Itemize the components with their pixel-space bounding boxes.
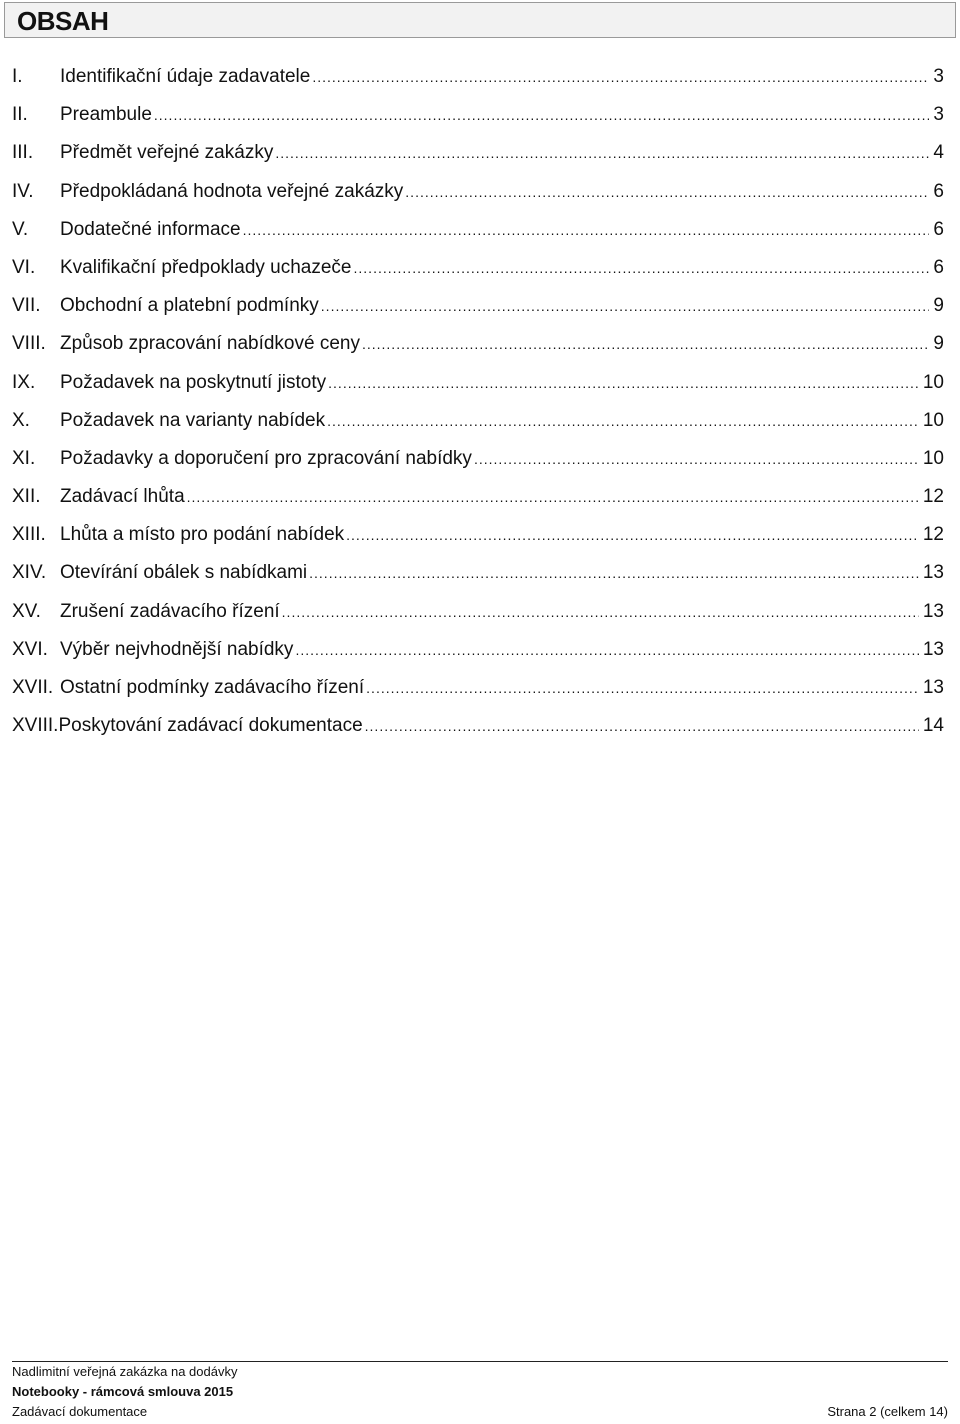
dot-leader — [328, 364, 919, 402]
toc-entry[interactable] — [12, 440, 944, 478]
dot-leader — [309, 554, 919, 592]
dot-leader — [474, 440, 919, 478]
toc-entry-page: 14 — [922, 715, 944, 737]
toc-entry-number: VI. — [12, 256, 36, 278]
toc-entry[interactable] — [12, 554, 944, 592]
toc-entry-page: 6 — [933, 256, 944, 278]
dot-leader — [312, 58, 929, 96]
toc-entry-page: 13 — [922, 562, 944, 584]
toc-entry-number: XII. — [12, 486, 41, 508]
toc-entry-number: XVII. — [12, 677, 54, 698]
toc-entry-label: Požadavky a doporučení pro zpracování nabídky — [60, 447, 472, 469]
table-of-contents — [12, 58, 944, 745]
toc-entry-number: XIV. — [12, 562, 47, 584]
dot-leader — [187, 478, 919, 516]
toc-entry[interactable] — [12, 287, 944, 325]
toc-entry-label: Výběr nejvhodnější nabídky — [60, 638, 294, 660]
toc-entry[interactable] — [12, 325, 944, 363]
dot-leader — [365, 707, 919, 745]
footer-contract-name: Notebooky - rámcová smlouva 2015 — [12, 1384, 234, 1399]
toc-entry-label: Obchodní a platební podmínky — [60, 295, 319, 317]
toc-entry-page: 13 — [922, 600, 944, 622]
toc-entry[interactable] — [12, 173, 944, 211]
toc-entry-label: Zadávací lhůta — [60, 486, 185, 508]
toc-entry-page: 10 — [922, 371, 944, 393]
toc-entry-label: Poskytování zadávací dokumentace — [58, 715, 363, 737]
toc-entry-number: XIII. — [12, 524, 46, 546]
toc-entry[interactable] — [12, 631, 944, 669]
dot-leader — [243, 211, 930, 249]
dot-leader — [366, 669, 919, 707]
footer-page-number: Strana 2 (celkem 14) — [827, 1404, 948, 1419]
toc-entry-number: X. — [12, 409, 30, 431]
toc-entry-number: IX. — [12, 371, 36, 393]
dot-leader — [275, 134, 929, 172]
toc-entry[interactable] — [12, 478, 944, 516]
page-footer — [12, 1361, 948, 1422]
footer-document-type: Zadávací dokumentace — [12, 1404, 148, 1419]
footer-bottom-row — [12, 1402, 948, 1422]
toc-entry-number: XV. — [12, 600, 41, 622]
toc-entry-label: Způsob zpracování nabídkové ceny — [60, 333, 360, 355]
toc-entry-label: Požadavek na varianty nabídek — [60, 409, 326, 431]
toc-entry-page: 13 — [922, 677, 944, 698]
toc-entry-label: Preambule — [60, 104, 152, 126]
dot-leader — [154, 96, 930, 134]
dot-leader — [321, 287, 930, 325]
toc-entry-page: 13 — [922, 638, 944, 660]
dot-leader — [327, 402, 919, 440]
toc-entry-page: 9 — [933, 333, 944, 355]
toc-entry[interactable] — [12, 96, 944, 134]
toc-entry[interactable] — [12, 516, 944, 554]
toc-entry[interactable] — [12, 134, 944, 172]
toc-entry-page: 3 — [933, 66, 944, 87]
toc-entry-label: Otevírání obálek s nabídkami — [60, 562, 308, 584]
dot-leader — [282, 593, 919, 631]
toc-entry-number: III. — [12, 142, 34, 164]
page-title: OBSAH — [17, 6, 109, 36]
toc-entry-number: XVI. — [12, 638, 48, 660]
toc-entry-number: XVIII. — [12, 715, 59, 737]
toc-entry-number: VIII. — [12, 333, 46, 355]
toc-entry[interactable] — [12, 707, 944, 745]
footer-contract-type: Nadlimitní veřejná zakázka na dodávky — [12, 1364, 238, 1379]
toc-entry[interactable] — [12, 593, 944, 631]
toc-entry-label: Předpokládaná hodnota veřejné zakázky — [60, 180, 404, 202]
dot-leader — [295, 631, 918, 669]
dot-leader — [405, 173, 929, 211]
toc-entry-number: VII. — [12, 295, 41, 317]
toc-entry[interactable] — [12, 364, 944, 402]
toc-entry-page: 12 — [922, 524, 944, 546]
toc-entry-number: II. — [12, 104, 28, 126]
toc-entry-number: V. — [12, 218, 29, 240]
toc-entry[interactable] — [12, 402, 944, 440]
toc-entry[interactable] — [12, 211, 944, 249]
toc-entry[interactable] — [12, 58, 944, 96]
toc-entry-label: Zrušení zadávacího řízení — [60, 600, 280, 622]
toc-entry-label: Identifikační údaje zadavatele — [60, 66, 311, 87]
toc-entry[interactable] — [12, 249, 944, 287]
toc-entry-label: Kvalifikační předpoklady uchazeče — [60, 256, 352, 278]
toc-entry[interactable] — [12, 669, 944, 707]
toc-entry-page: 6 — [933, 180, 944, 202]
toc-heading-box — [4, 2, 956, 38]
toc-entry-page: 3 — [933, 104, 944, 126]
toc-entry-page: 9 — [933, 295, 944, 317]
toc-entry-number: IV. — [12, 180, 34, 202]
toc-entry-label: Lhůta a místo pro podání nabídek — [60, 524, 345, 546]
toc-entry-number: XI. — [12, 447, 36, 469]
dot-leader — [346, 516, 919, 554]
toc-entry-page: 10 — [922, 409, 944, 431]
toc-entry-label: Dodatečné informace — [60, 218, 241, 240]
toc-entry-label: Ostatní podmínky zadávacího řízení — [60, 677, 365, 698]
dot-leader — [354, 249, 930, 287]
toc-entry-page: 10 — [922, 447, 944, 469]
toc-entry-page: 12 — [922, 486, 944, 508]
toc-entry-number: I. — [12, 66, 23, 87]
dot-leader — [362, 325, 929, 363]
toc-entry-label: Požadavek na poskytnutí jistoty — [60, 371, 327, 393]
toc-entry-page: 4 — [933, 142, 944, 164]
toc-entry-label: Předmět veřejné zakázky — [60, 142, 274, 164]
toc-entry-page: 6 — [933, 218, 944, 240]
